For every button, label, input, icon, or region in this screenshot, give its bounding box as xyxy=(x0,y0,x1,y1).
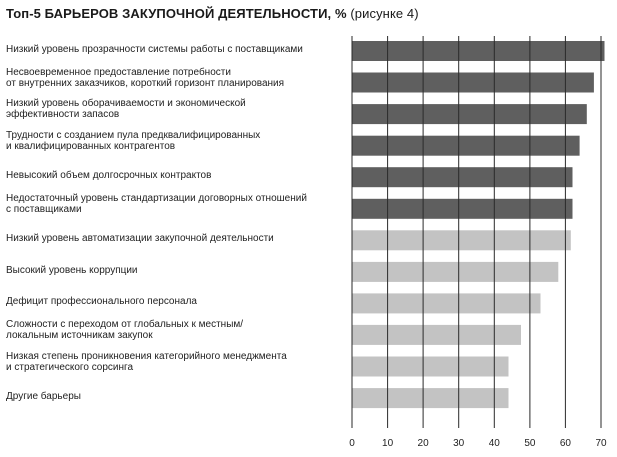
bar xyxy=(352,388,509,408)
category-label-line: Сложности с переходом от глобальных к местным/ xyxy=(6,318,244,330)
category-label-line: локальным источникам закупок xyxy=(6,329,153,341)
category-label-line: Низкая степень проникновения категорийного менеджмента xyxy=(6,350,287,362)
x-tick-label: 0 xyxy=(349,438,355,449)
category-label-line: Трудности с созданием пула предквалифицированных xyxy=(6,129,261,141)
category-label-line: и стратегического сорсинга xyxy=(6,361,134,373)
category-label-line: эффективности запасов xyxy=(6,109,120,121)
x-tick-label: 20 xyxy=(417,438,429,449)
category-label-line: от внутренних заказчиков, короткий горизонт планирования xyxy=(6,77,285,89)
category-label-line: Невысокий объем долгосрочных контрактов xyxy=(6,170,212,182)
category-label-line: Дефицит профессионального персонала xyxy=(6,296,197,308)
category-label-line: Другие барьеры xyxy=(6,391,81,403)
category-label-line: Недостаточный уровень стандартизации договорных отношений xyxy=(6,192,307,204)
category-label-line: Низкий уровень автоматизации закупочной деятельности xyxy=(6,233,274,245)
bar xyxy=(352,262,558,282)
x-tick-label: 60 xyxy=(559,438,571,449)
bar xyxy=(352,230,571,250)
x-tick-label: 50 xyxy=(524,438,536,449)
x-tick-label: 10 xyxy=(382,438,394,449)
bar xyxy=(352,199,573,219)
category-label-line: с поставщиками xyxy=(6,203,82,215)
bar xyxy=(352,167,573,187)
bar xyxy=(352,73,594,93)
category-label-line: Низкий уровень оборачиваемости и экономической xyxy=(6,98,246,110)
chart-title-main: Топ-5 БАРЬЕРОВ ЗАКУПОЧНОЙ ДЕЯТЕЛЬНОСТИ, xyxy=(6,6,332,21)
x-tick-label: 70 xyxy=(595,438,607,449)
bar xyxy=(352,136,580,156)
category-label-line: и квалифицированных контрагентов xyxy=(6,140,176,152)
x-tick-label: 30 xyxy=(453,438,465,449)
x-tick-labels xyxy=(349,438,607,449)
bar xyxy=(352,41,605,61)
bar xyxy=(352,293,541,313)
category-label-line: Низкий уровень прозрачности системы работы с поставщиками xyxy=(6,44,303,55)
bars-group xyxy=(352,41,605,408)
bar xyxy=(352,357,509,377)
category-label-line: Несвоевременное предоставление потребности xyxy=(6,66,231,78)
chart-title-figure-ref: (рисунке 4) xyxy=(346,6,419,21)
chart-title-unit: % xyxy=(331,6,347,21)
bar xyxy=(352,325,521,345)
x-tick-label: 40 xyxy=(488,438,500,449)
category-label-line: Высокий уровень коррупции xyxy=(6,264,138,276)
